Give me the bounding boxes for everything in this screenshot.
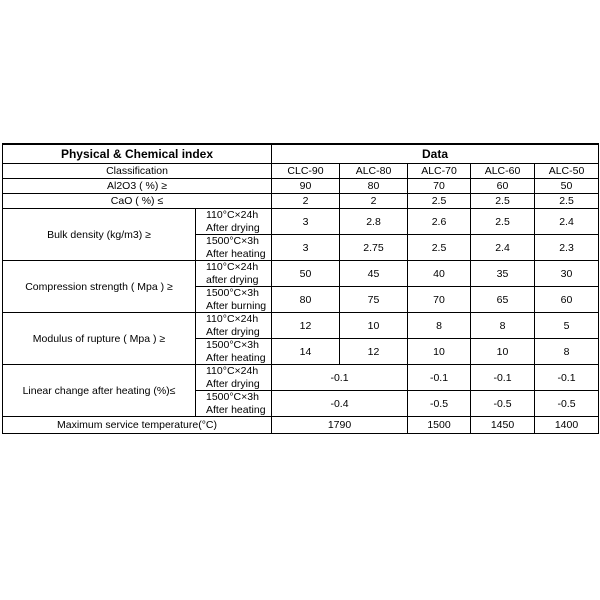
condition-cell bbox=[196, 209, 272, 235]
value-cell: 2 bbox=[272, 194, 340, 209]
value-cell: 2 bbox=[340, 194, 408, 209]
row-label: CaO ( %) ≤ bbox=[3, 194, 272, 209]
condition-line: After heating bbox=[206, 247, 266, 260]
condition-line: After heating bbox=[206, 351, 266, 364]
merged-value-cell: -0.4 bbox=[272, 391, 408, 417]
value-cell: 8 bbox=[471, 313, 535, 339]
row-label: Modulus of rupture ( Mpa ) ≥ bbox=[3, 313, 196, 365]
condition-line: 110°C×24h bbox=[206, 365, 259, 377]
value-cell: 65 bbox=[471, 287, 535, 313]
row-label: Maximum service temperature(°C) bbox=[3, 417, 272, 434]
value-cell: -0.1 bbox=[408, 365, 471, 391]
condition-cell bbox=[196, 339, 272, 365]
value-cell: 2.5 bbox=[408, 194, 471, 209]
value-cell: 70 bbox=[408, 179, 471, 194]
rupture-row-1 bbox=[3, 313, 599, 339]
value-cell: 8 bbox=[408, 313, 471, 339]
condition-line: after drying bbox=[206, 273, 259, 286]
value-cell: 1450 bbox=[471, 417, 535, 434]
condition-line: 1500°C×3h bbox=[206, 391, 259, 403]
compression-row-1 bbox=[3, 261, 599, 287]
value-cell: 35 bbox=[471, 261, 535, 287]
condition-line: 110°C×24h bbox=[206, 261, 259, 273]
header-data: Data bbox=[272, 144, 599, 164]
classification-row bbox=[3, 164, 599, 179]
value-cell: 75 bbox=[340, 287, 408, 313]
row-label: Classification bbox=[3, 164, 272, 179]
grade-cell: ALC-50 bbox=[535, 164, 599, 179]
value-cell: 1500 bbox=[408, 417, 471, 434]
value-cell: 45 bbox=[340, 261, 408, 287]
merged-value-cell: -0.1 bbox=[272, 365, 408, 391]
value-cell: 2.3 bbox=[535, 235, 599, 261]
value-cell: 60 bbox=[471, 179, 535, 194]
cao-row bbox=[3, 194, 599, 209]
bulk-density-row-1 bbox=[3, 209, 599, 235]
condition-line: 1500°C×3h bbox=[206, 287, 259, 299]
value-cell: 80 bbox=[272, 287, 340, 313]
grade-cell: ALC-60 bbox=[471, 164, 535, 179]
al2o3-row bbox=[3, 179, 599, 194]
row-label: Linear change after heating (%)≤ bbox=[3, 365, 196, 417]
merged-value-cell: 1790 bbox=[272, 417, 408, 434]
max-temp-row bbox=[3, 417, 599, 434]
value-cell: 40 bbox=[408, 261, 471, 287]
value-cell: 14 bbox=[272, 339, 340, 365]
condition-cell bbox=[196, 287, 272, 313]
condition-line: 110°C×24h bbox=[206, 209, 259, 221]
value-cell: 2.5 bbox=[535, 194, 599, 209]
value-cell: 1400 bbox=[535, 417, 599, 434]
row-label: Bulk density (kg/m3) ≥ bbox=[3, 209, 196, 261]
value-cell: 2.75 bbox=[340, 235, 408, 261]
condition-line: After drying bbox=[206, 325, 260, 338]
value-cell: 2.5 bbox=[471, 209, 535, 235]
condition-line: 1500°C×3h bbox=[206, 339, 259, 351]
condition-cell bbox=[196, 235, 272, 261]
value-cell: 80 bbox=[340, 179, 408, 194]
spec-table-container bbox=[2, 143, 598, 434]
value-cell: 12 bbox=[340, 339, 408, 365]
value-cell: 50 bbox=[535, 179, 599, 194]
value-cell: 2.4 bbox=[471, 235, 535, 261]
header-row bbox=[3, 144, 599, 164]
grade-cell: ALC-70 bbox=[408, 164, 471, 179]
spec-table bbox=[2, 143, 599, 434]
value-cell: -0.5 bbox=[471, 391, 535, 417]
value-cell: 60 bbox=[535, 287, 599, 313]
condition-line: After heating bbox=[206, 403, 266, 416]
value-cell: 30 bbox=[535, 261, 599, 287]
row-label: Al2O3 ( %) ≥ bbox=[3, 179, 272, 194]
linear-change-row-1 bbox=[3, 365, 599, 391]
condition-line: 110°C×24h bbox=[206, 313, 259, 325]
value-cell: 8 bbox=[535, 339, 599, 365]
value-cell: 70 bbox=[408, 287, 471, 313]
condition-cell bbox=[196, 365, 272, 391]
value-cell: 2.5 bbox=[408, 235, 471, 261]
condition-line: 1500°C×3h bbox=[206, 235, 259, 247]
condition-line: After drying bbox=[206, 221, 260, 234]
condition-cell bbox=[196, 313, 272, 339]
value-cell: 2.6 bbox=[408, 209, 471, 235]
value-cell: 12 bbox=[272, 313, 340, 339]
value-cell: 50 bbox=[272, 261, 340, 287]
value-cell: 10 bbox=[340, 313, 408, 339]
value-cell: -0.1 bbox=[535, 365, 599, 391]
value-cell: 10 bbox=[471, 339, 535, 365]
grade-cell: ALC-80 bbox=[340, 164, 408, 179]
condition-line: After drying bbox=[206, 377, 260, 390]
condition-line: After burning bbox=[206, 299, 267, 312]
value-cell: -0.1 bbox=[471, 365, 535, 391]
value-cell: 2.8 bbox=[340, 209, 408, 235]
value-cell: 90 bbox=[272, 179, 340, 194]
value-cell: 5 bbox=[535, 313, 599, 339]
value-cell: 2.5 bbox=[471, 194, 535, 209]
value-cell: 2.4 bbox=[535, 209, 599, 235]
value-cell: 3 bbox=[272, 235, 340, 261]
grade-cell: CLC-90 bbox=[272, 164, 340, 179]
row-label: Compression strength ( Mpa ) ≥ bbox=[3, 261, 196, 313]
condition-cell bbox=[196, 261, 272, 287]
value-cell: -0.5 bbox=[408, 391, 471, 417]
value-cell: -0.5 bbox=[535, 391, 599, 417]
value-cell: 3 bbox=[272, 209, 340, 235]
condition-cell bbox=[196, 391, 272, 417]
value-cell: 10 bbox=[408, 339, 471, 365]
header-index: Physical & Chemical index bbox=[3, 144, 272, 164]
